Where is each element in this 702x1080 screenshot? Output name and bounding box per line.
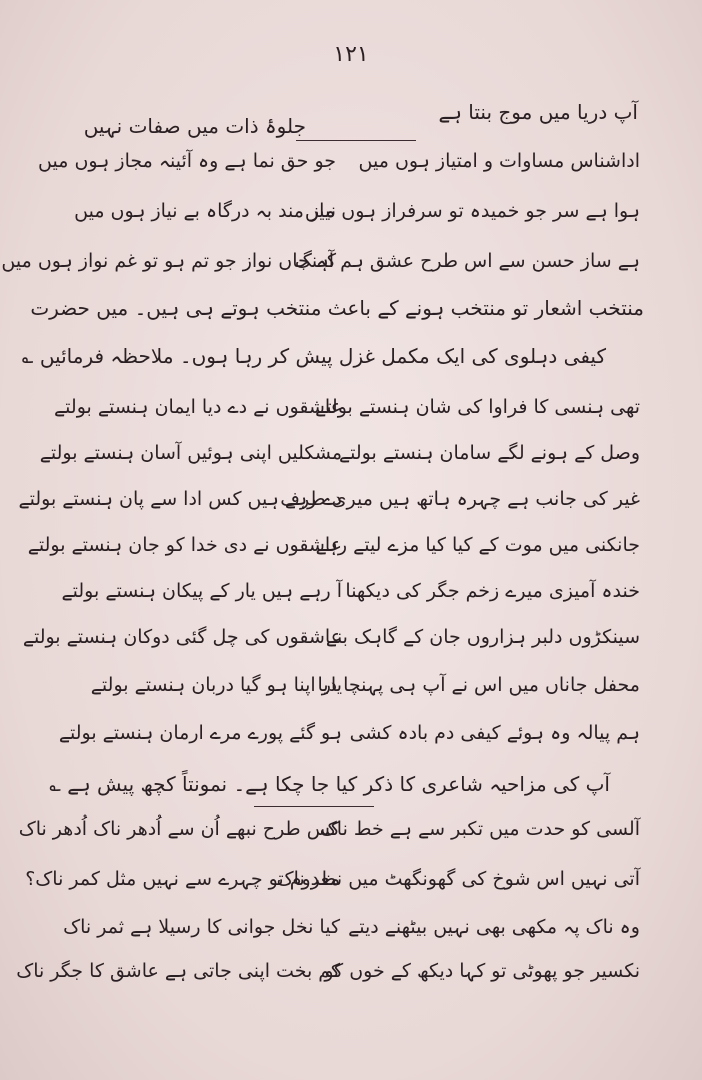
page-number: ۱۲۱	[333, 42, 369, 67]
couplet-right: ہے ساز حسن سے اس طرح عشق ہم آہنگ	[294, 250, 640, 272]
ghazal-misra-right: غیر کی جانب ہے چہرہ ہاتھ ہیں میری طرف	[280, 488, 640, 510]
ghazal-misra-left: مشکلیں اپنی ہوئیں آسان ہنستے بولتے	[39, 442, 342, 464]
ghazal-misra-right: تھی ہنسی کا فراوا کی شان ہنستے بولتے	[315, 396, 640, 418]
ghazal-misra-right: سینکڑوں دلبر ہزاروں جان کے گاہک بنے	[325, 626, 640, 648]
ghazal-misra-left: عاشقوں نے دی خدا کو جان ہنستے بولتے	[27, 534, 342, 556]
prose-line: آپ کی مزاحیہ شاعری کا ذکر کیا جا چکا ہے۔ نمونتاً کچھ پیش ہے ؎	[49, 772, 610, 796]
verse-heading-left: جلوۂ ذات میں صفات نہیں	[83, 114, 306, 138]
ghazal-misra-left: عاشقوں نے دے دیا ایمان ہنستے بولتے	[54, 396, 342, 418]
verse-heading-right: آپ دریا میں موج بنتا ہے	[438, 100, 638, 124]
couplet-left: کیا نخل جوانی کا رسیلا ہے ثمر ناک	[63, 916, 340, 938]
ghazal-misra-left: عاشقوں کی چل گئی دوکان ہنستے بولتے	[22, 626, 342, 648]
couplet-left: کہ جاں نواز جو تم ہو تو غم نواز ہوں میں	[1, 250, 336, 272]
couplet-left: نیاز مند بہ درگاہ بے نیاز ہوں میں	[74, 200, 336, 222]
ghazal-misra-right: ہم پیالہ وہ ہوئے کیفی دم بادہ کشی	[349, 722, 640, 744]
couplet-left: جو حق نما ہے وہ آئینہ مجاز ہوں میں	[38, 150, 336, 172]
ghazal-misra-right: وصل کے ہونے لگے سامان ہنستے بولتے	[339, 442, 640, 464]
prose-line: منتخب اشعار تو منتخب ہونے کے باعث منتخب ہوتے ہی ہیں۔ میں حضرت	[30, 296, 644, 320]
couplet-left: کس طرح نبھے اُن سے اُدھر ناک اُدھر ناک	[18, 818, 340, 840]
ghazal-misra-right: جانکنی میں موت کے کیا کیا مزے لیتے رہے	[315, 534, 640, 556]
couplet-right: آلسی کو حدت میں تکبر سے ہے خط ناک	[319, 818, 640, 840]
couplet-right: ہوا ہے سر جو خمیدہ تو سرفراز ہوں میں	[304, 200, 640, 222]
ghazal-misra-right: محفل جاناں میں اس نے آپ ہی پہنچا دیا	[317, 674, 640, 696]
couplet-right: وہ ناک پہ مکھی بھی نہیں بیٹھنے دیتے	[348, 916, 640, 938]
prose-line: کیفی دہلوی کی ایک مکمل غزل پیش کر رہا ہوں۔ ملاحظہ فرمائیں ؎	[21, 344, 606, 368]
couplet-right: نکسیر جو پھوٹی تو کہا دیکھ کے خوں کو	[324, 960, 640, 982]
ghazal-misra-left: آ رہے ہیں یار کے پیکان ہنستے بولتے	[61, 580, 342, 602]
couplet-left: معدوم تو چہرے سے نہیں مثل کمر ناک؟	[25, 868, 340, 890]
couplet-right: اداشناس مساوات و امتیاز ہوں میں	[358, 150, 640, 172]
ghazal-misra-left: ہو گئے پورے مرے ارمان ہنستے بولتے	[58, 722, 342, 744]
ghazal-misra-left: دے رہے ہیں کس ادا سے پان ہنستے بولتے	[18, 488, 342, 510]
separator-line	[254, 806, 374, 807]
couplet-right: آتی نہیں اس شوخ کی گھونگھٹ میں نظر ناک	[276, 868, 640, 890]
couplet-left: کم بخت اپنی جاتی ہے عاشق کا جگر ناک	[16, 960, 340, 982]
ghazal-misra-left: یار اپنا ہو گیا دربان ہنستے بولتے	[90, 674, 342, 696]
ghazal-misra-right: خندہ آمیزی میرے زخم جگر کی دیکھنا	[345, 580, 640, 602]
separator-line	[296, 140, 416, 141]
